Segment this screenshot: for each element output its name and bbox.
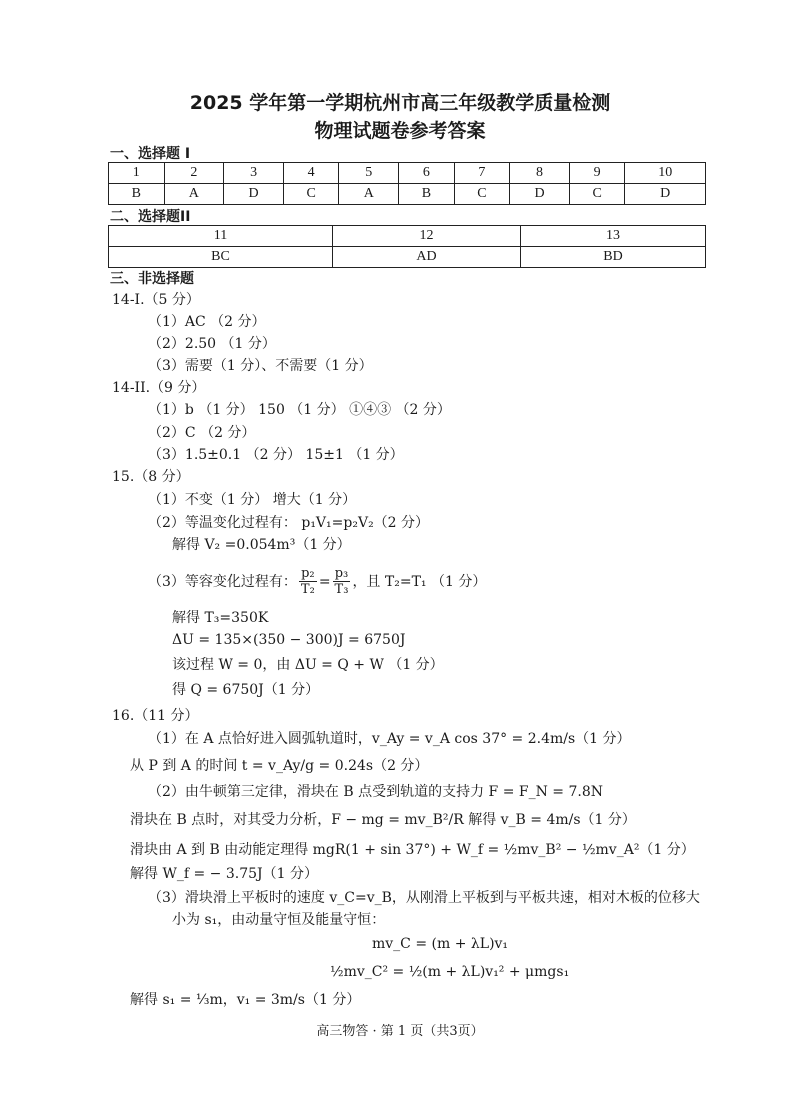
cell-number: 1 (109, 163, 165, 184)
cell-answer: C (454, 184, 510, 205)
answer-line: （3）需要（1 分）、不需要（1 分） (148, 358, 373, 374)
q14-1-heading: 14-I.（5 分） (112, 292, 200, 308)
equals-sign: = (318, 573, 331, 590)
answer-line: 从 P 到 A 的时间 t = v_Ay/g = 0.24s（2 分） (130, 758, 429, 774)
table-row-answers (109, 184, 706, 205)
equation-line: mv_C = (m + λL)v₁ (372, 936, 509, 952)
answer-line: 解得 T₃=350K (172, 610, 269, 626)
answer-line: ΔU = 135×(350 − 300)J = 6750J (172, 632, 406, 648)
cell-answer: A (164, 184, 224, 205)
answer-line: （2）C （2 分） (148, 425, 256, 441)
answer-line: 小为 s₁，由动量守恒及能量守恒： (172, 912, 386, 928)
section3-heading: 三、非选择题 (110, 271, 194, 287)
cell-answer: C (283, 184, 339, 205)
page-footer: 高三物答 · 第 1 页（共3页） (316, 1024, 484, 1039)
cell-number: 3 (224, 163, 284, 184)
q16-heading: 16.（11 分） (112, 708, 199, 724)
frac-den: T₃ (334, 582, 349, 597)
frac-num: p₂ (299, 566, 317, 582)
answer-line: （2）由牛顿第三定律，滑块在 B 点受到轨道的支持力 F = F_N = 7.8N (148, 784, 603, 800)
q15-heading: 15.（8 分） (112, 469, 190, 485)
cell-answer: D (625, 184, 706, 205)
answer-line: 滑块在 B 点时，对其受力分析，F − mg = mv_B²/R 解得 v_B = 4m/s（1 分） (130, 812, 636, 828)
answer-line-lead: （3）等容变化过程有： (148, 573, 297, 590)
answer-line: 解得 V₂ =0.054m³（1 分） (172, 537, 351, 553)
answer-line: 得 Q = 6750J（1 分） (172, 682, 320, 698)
cell-number: 13 (521, 226, 706, 247)
answer-line: （2）等温变化过程有： p₁V₁=p₂V₂（2 分） (148, 515, 430, 531)
frac-den: T₂ (300, 582, 315, 597)
exam-title-line1: 2025 学年第一学期杭州市高三年级教学质量检测 (189, 92, 611, 114)
equation-line: ½mv_C² = ½(m + λL)v₁² + μmgs₁ (330, 964, 570, 980)
q15-3-line (148, 566, 486, 597)
cell-number: 5 (339, 163, 399, 184)
fraction-p2-t2 (299, 566, 317, 597)
answer-line: 解得 W_f = − 3.75J（1 分） (130, 866, 318, 882)
answer-line: （1）不变（1 分） 增大（1 分） (148, 492, 357, 508)
cell-answer: D (224, 184, 284, 205)
cell-answer: BD (521, 247, 706, 268)
q14-2-heading: 14-II.（9 分） (112, 380, 206, 396)
answer-line: （3）滑块滑上平板时的速度 v_C=v_B，从刚滑上平板到与平板共速，相对木板的位移大 (148, 890, 700, 906)
answer-line: 解得 s₁ = ⅓m，v₁ = 3m/s（1 分） (130, 992, 361, 1008)
answer-line-tail: ，且 T₂=T₁ （1 分） (352, 573, 487, 590)
cell-number: 4 (283, 163, 339, 184)
answer-line: （1）在 A 点恰好进入圆弧轨道时，v_Ay = v_A cos 37° = 2.4m/s（1 分） (148, 731, 631, 747)
cell-answer: C (569, 184, 625, 205)
cell-answer: BC (109, 247, 333, 268)
answer-line: 滑块由 A 到 B 由动能定理得 mgR(1 + sin 37°) + W_f = ½mv_B² − ½mv_A²（1 分） (130, 842, 695, 858)
frac-num: p₃ (333, 566, 351, 582)
table-row-numbers (109, 163, 706, 184)
cell-number: 10 (625, 163, 706, 184)
answer-line: （1）b （1 分） 150 （1 分） ①④③ （2 分） (148, 402, 451, 418)
answer-line: （1）AC （2 分） (148, 314, 266, 330)
table-row-numbers (109, 226, 706, 247)
table-row-answers (109, 247, 706, 268)
answer-line: （2）2.50 （1 分） (148, 336, 276, 352)
answer-line: （3）1.5±0.1 （2 分） 15±1 （1 分） (148, 447, 404, 463)
cell-answer: B (399, 184, 455, 205)
section1-answer-table (108, 162, 706, 205)
cell-number: 12 (333, 226, 521, 247)
cell-number: 7 (454, 163, 510, 184)
cell-number: 2 (164, 163, 224, 184)
cell-number: 9 (569, 163, 625, 184)
cell-answer: D (510, 184, 570, 205)
fraction-p3-t3 (333, 566, 351, 597)
section2-answer-table (108, 225, 706, 268)
cell-number: 8 (510, 163, 570, 184)
answer-line: 该过程 W = 0，由 ΔU = Q + W （1 分） (172, 657, 444, 673)
exam-title-line2: 物理试题卷参考答案 (314, 120, 486, 142)
cell-number: 11 (109, 226, 333, 247)
cell-answer: AD (333, 247, 521, 268)
cell-answer: B (109, 184, 165, 205)
section1-heading: 一、选择题 I (110, 146, 191, 162)
section2-heading: 二、选择题II (110, 209, 191, 225)
cell-answer: A (339, 184, 399, 205)
cell-number: 6 (399, 163, 455, 184)
